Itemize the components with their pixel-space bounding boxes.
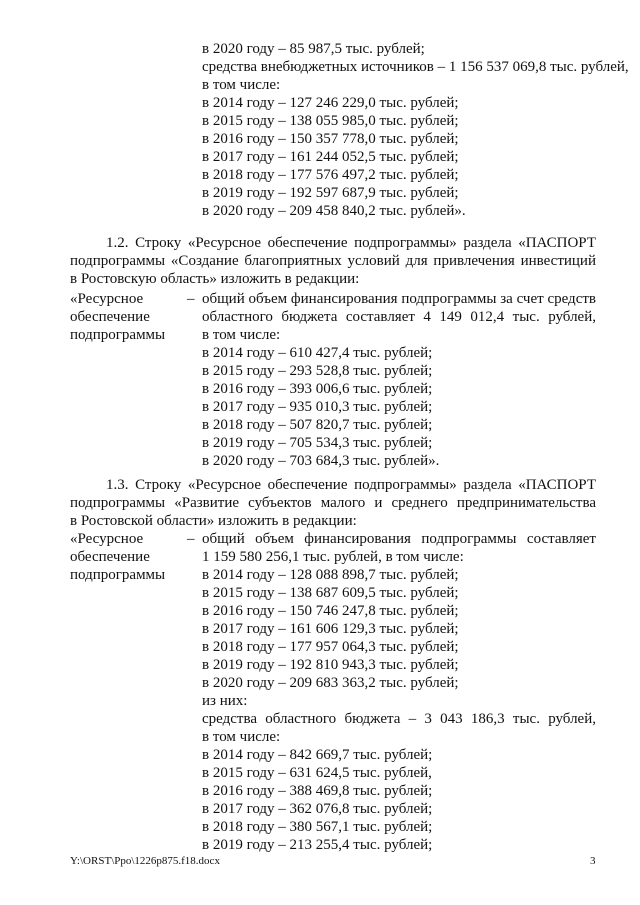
text-line: в 2020 году – 209 683 363,2 тыс. рублей; [202, 675, 459, 691]
row-dash: – [187, 531, 195, 547]
text-line: в 2015 году – 138 055 985,0 тыс. рублей; [202, 113, 459, 129]
paragraph-line: в Ростовскую область» изложить в редакции: [70, 271, 360, 287]
row-label: «Ресурсное [70, 291, 144, 307]
text-line: в 2016 году – 393 006,6 тыс. рублей; [202, 381, 433, 397]
text-line: в 2015 году – 631 624,5 тыс. рублей, [202, 765, 432, 781]
text-line: средства областного бюджета – 3 043 186,3 тыс. рублей, [202, 711, 596, 727]
text-line: в том числе: [202, 729, 281, 745]
text-line: в 2014 году – 842 669,7 тыс. рублей; [202, 747, 433, 763]
text-line: в 2015 году – 138 687 609,5 тыс. рублей; [202, 585, 459, 601]
row-label: подпрограммы [70, 567, 166, 583]
paragraph-line: в Ростовской области» изложить в редакции: [70, 513, 357, 529]
text-line: в 2018 году – 380 567,1 тыс. рублей; [202, 819, 433, 835]
text-line: в 2016 году – 150 357 778,0 тыс. рублей; [202, 131, 459, 147]
text-line: в 2017 году – 161 606 129,3 тыс. рублей; [202, 621, 459, 637]
row-dash: – [187, 291, 195, 307]
text-line: в 2017 году – 362 076,8 тыс. рублей; [202, 801, 433, 817]
text-line: в 2019 году – 192 597 687,9 тыс. рублей; [202, 185, 459, 201]
text-line: в 2019 году – 192 810 943,3 тыс. рублей; [202, 657, 459, 673]
text-line: в 2017 году – 161 244 052,5 тыс. рублей; [202, 149, 459, 165]
text-line: в 2016 году – 150 746 247,8 тыс. рублей; [202, 603, 459, 619]
text-line: в 2019 году – 705 534,3 тыс. рублей; [202, 435, 433, 451]
text-line: в 2016 году – 388 469,8 тыс. рублей; [202, 783, 433, 799]
row-label: подпрограммы [70, 327, 166, 343]
text-line: в 2018 году – 507 820,7 тыс. рублей; [202, 417, 433, 433]
text-line: в 2020 году – 85 987,5 тыс. рублей; [202, 41, 425, 57]
paragraph-line: подпрограммы «Развитие субъектов малого и среднего предпринимательства [70, 495, 596, 511]
text-line: в 2018 году – 177 576 497,2 тыс. рублей; [202, 167, 459, 183]
row-label: обеспечение [70, 309, 150, 325]
text-line: в том числе: [202, 77, 281, 93]
text-line: в 2015 году – 293 528,8 тыс. рублей; [202, 363, 433, 379]
text-line: средства внебюджетных источников – 1 156 537 069,8 тыс. рублей, [202, 59, 629, 75]
text-line: общий объем финансирования подпрограммы за счет средств [202, 291, 596, 307]
text-line: общий объем финансирования подпрограммы составляет [202, 531, 596, 547]
paragraph-line: 1.3. Строку «Ресурсное обеспечение подпрограммы» раздела «ПАСПОРТ [106, 477, 596, 493]
text-line: 1 159 580 256,1 тыс. рублей, в том числе: [202, 549, 464, 565]
text-line: из них: [202, 693, 248, 709]
text-line: в 2019 году – 213 255,4 тыс. рублей; [202, 837, 433, 853]
text-line: в том числе: [202, 327, 281, 343]
text-line: в 2014 году – 127 246 229,0 тыс. рублей; [202, 95, 459, 111]
text-line: в 2017 году – 935 010,3 тыс. рублей; [202, 399, 433, 415]
row-label: обеспечение [70, 549, 150, 565]
text-line: в 2020 году – 703 684,3 тыс. рублей». [202, 453, 440, 469]
text-line: в 2014 году – 610 427,4 тыс. рублей; [202, 345, 433, 361]
footer-file-path: Y:\ORST\Ppo\1226p875.f18.docx [70, 855, 220, 867]
paragraph-line: подпрограммы «Создание благоприятных условий для привлечения инвестиций [70, 253, 596, 269]
text-line: в 2014 году – 128 088 898,7 тыс. рублей; [202, 567, 459, 583]
text-line: в 2020 году – 209 458 840,2 тыс. рублей». [202, 203, 466, 219]
text-line: в 2018 году – 177 957 064,3 тыс. рублей; [202, 639, 459, 655]
text-line: областного бюджета составляет 4 149 012,4 тыс. рублей, [202, 309, 596, 325]
row-label: «Ресурсное [70, 531, 144, 547]
page-number: 3 [590, 855, 596, 867]
paragraph-line: 1.2. Строку «Ресурсное обеспечение подпрограммы» раздела «ПАСПОРТ [106, 235, 596, 251]
